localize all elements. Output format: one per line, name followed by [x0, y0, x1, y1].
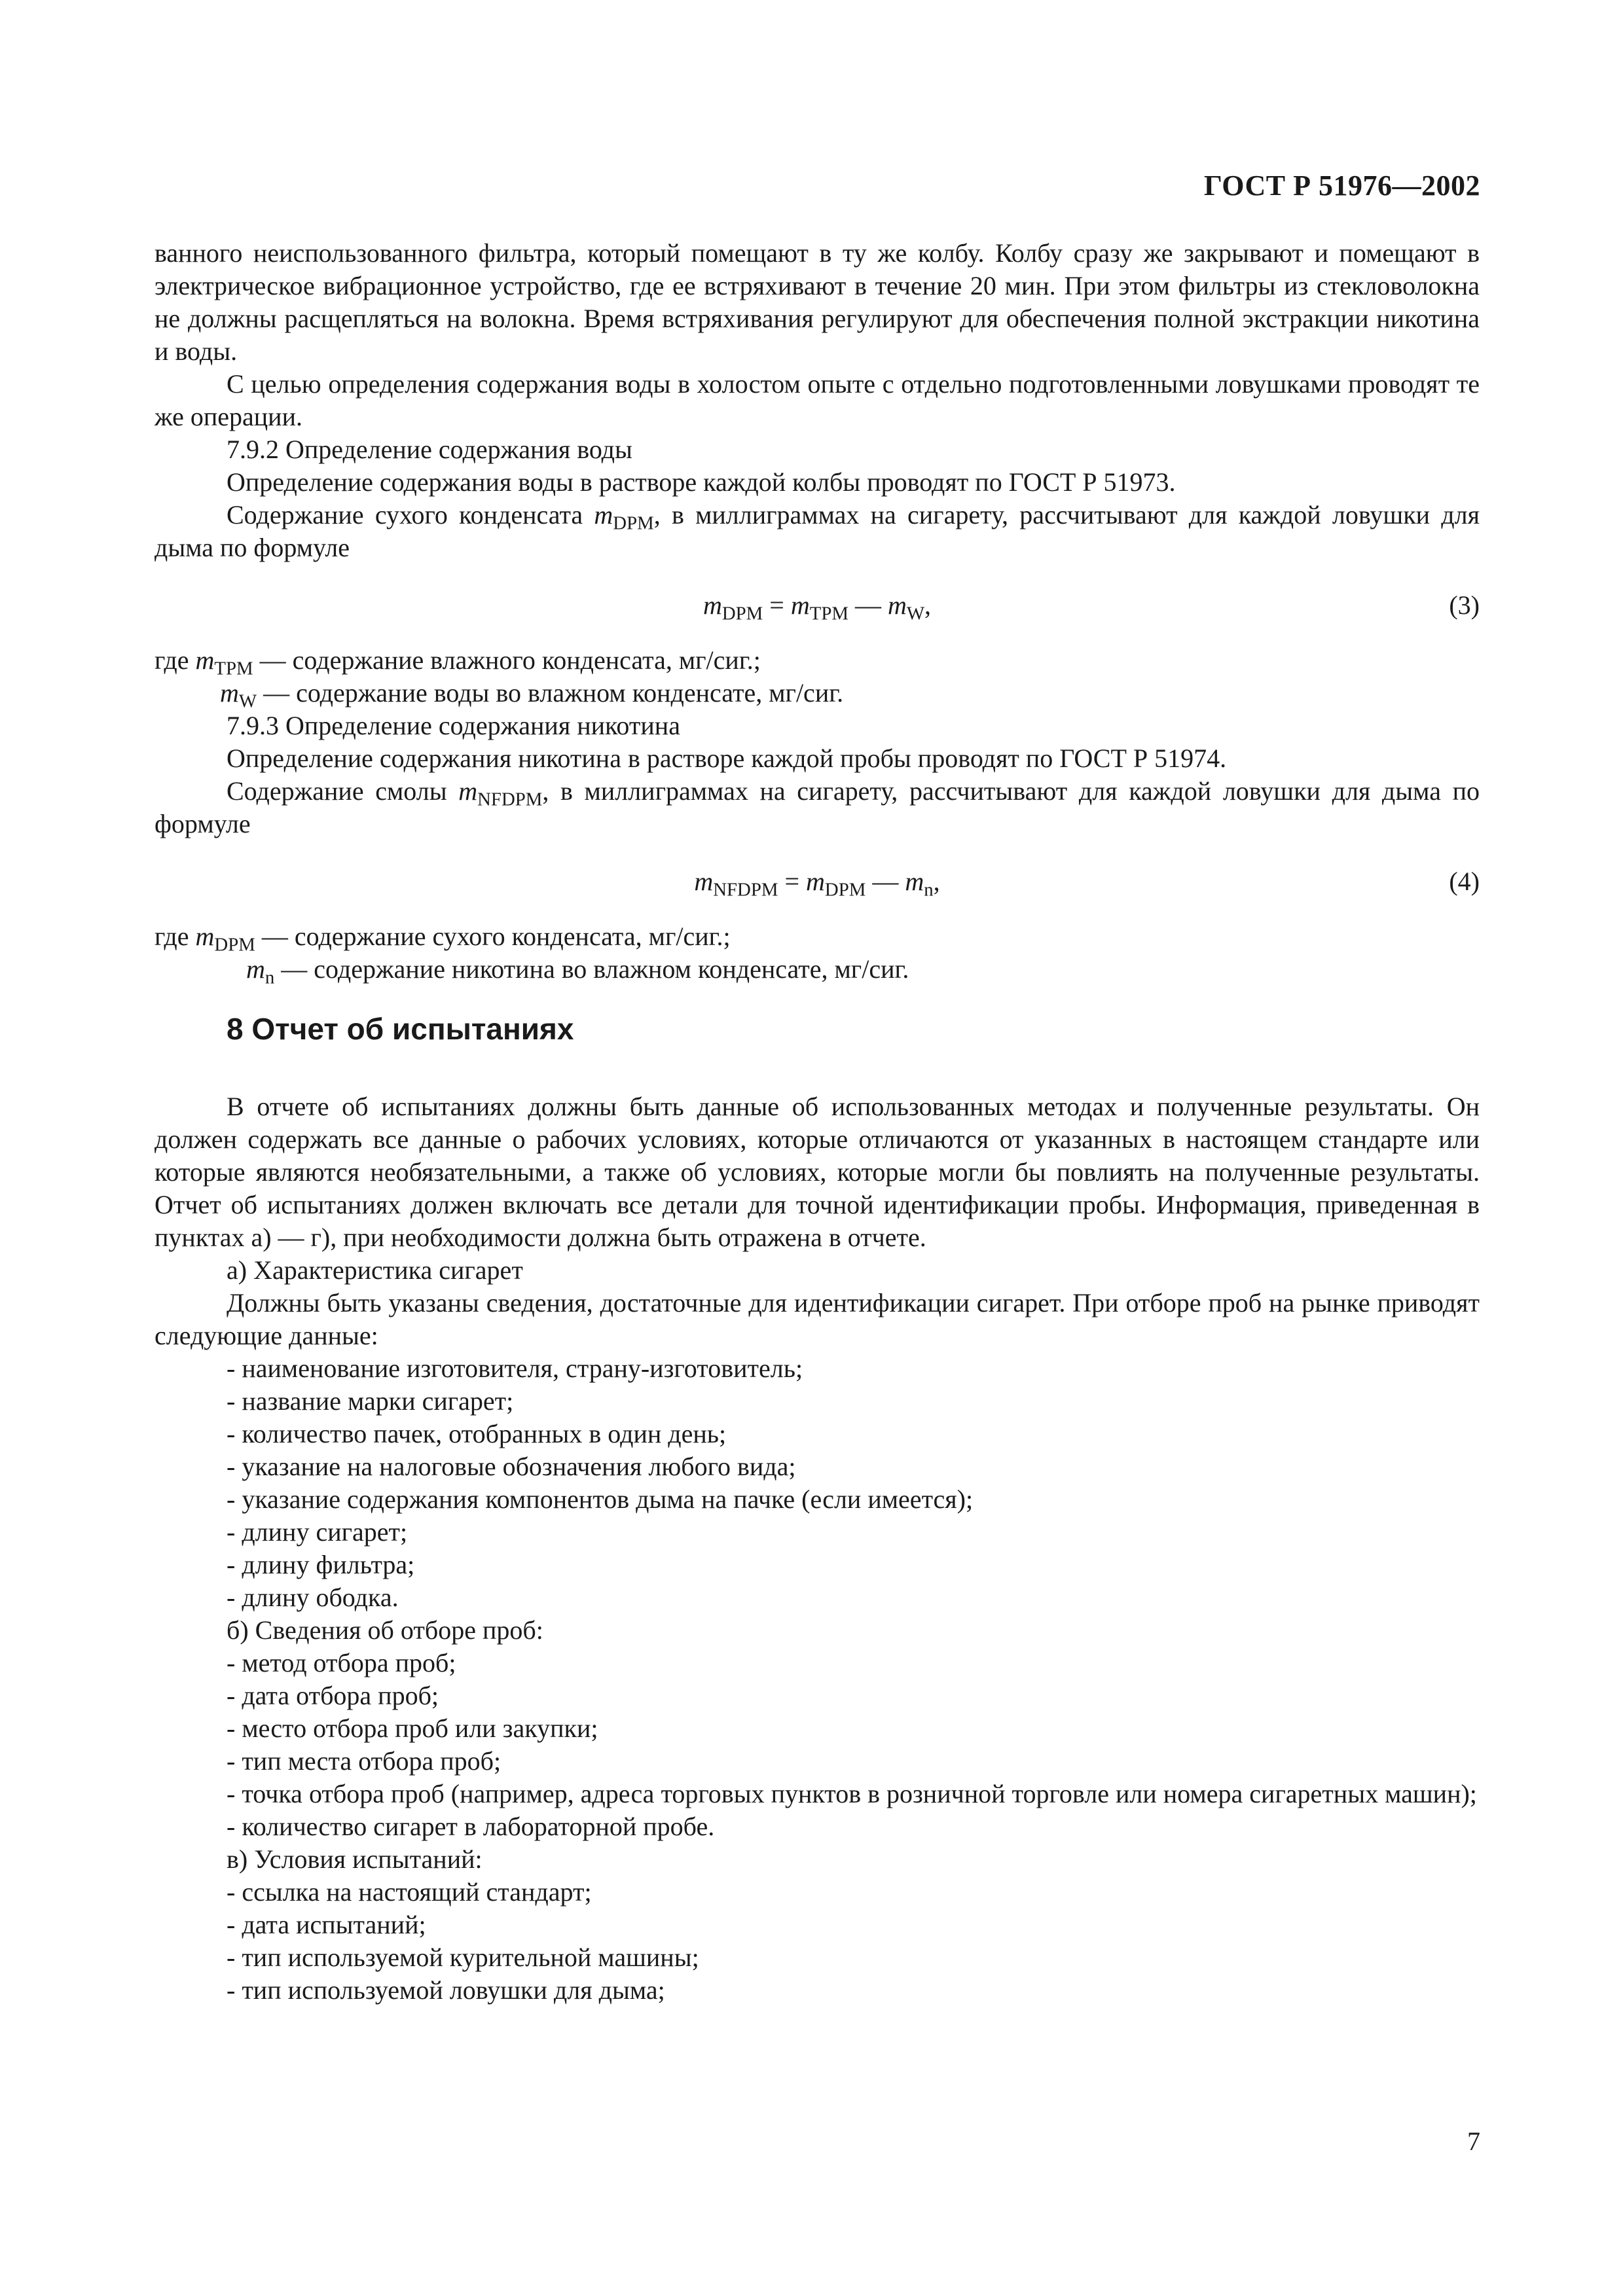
list-item: - дата отбора проб; [227, 1681, 439, 1710]
formula-legend-line: $m_W$ — содержание воды во влажном конденсате, мг/сиг. [220, 678, 844, 712]
list-item: - тип используемой курительной машины; [227, 1943, 699, 1972]
list-item: - место отбора проб или закупки; [227, 1713, 598, 1743]
formula-4 [155, 865, 1480, 901]
paragraph: В отчете об испытаниях должны быть данные об использованных методах и полученные результаты. Он должен содержать все данные о рабочих условиях, которые отличаются от указанных в настоящем стандарте или которые являются необязательными, а также об условиях, которые могли бы повлиять на полученные результаты. Отчет об испытаниях должен включать все детали для точной идентификации пробы. Информация, приведенная в пунктах а) — г), при необходимости должна быть отражена в отчете. [155, 1092, 1480, 1252]
page-content [155, 237, 1480, 2007]
list-item: - указание содержания компонентов дыма на пачке (если имеется); [227, 1484, 974, 1514]
list-heading: б) Сведения об отборе проб: [227, 1615, 543, 1645]
formula-legend-line: $m_n$ — содержание никотина во влажном конденсате, мг/сиг. [246, 954, 909, 988]
list-item: - точка отбора проб (например, адреса торговых пунктов в розничной торговле или номера сигаретных машин); [227, 1779, 1477, 1808]
list-item: - название марки сигарет; [227, 1386, 514, 1416]
list-item: - наименование изготовителя, страну-изготовитель; [227, 1354, 803, 1383]
paragraph: ванного неиспользованного фильтра, который помещают в ту же колбу. Колбу сразу же закрывают и помещают в электрическое вибрационное устройство, где ее встряхивают в течение 20 мин. При этом фильтры из стекловолокна не должны расщепляться на волокна. Время встряхивания регулируют для обеспечения полной экстракции никотина и воды. [155, 238, 1480, 366]
paragraph: Содержание смолы $m_{NFDPM}$, в миллиграммах на сигарету, рассчитывают для каждой ловушки для дыма по формуле [155, 776, 1480, 838]
list-item: - ссылка на настоящий стандарт; [227, 1877, 592, 1907]
page-number: 7 [1467, 2126, 1480, 2156]
list-heading: а) Характеристика сигарет [227, 1255, 523, 1285]
paragraph: С целью определения содержания воды в холостом опыте с отдельно подготовленными ловушками проводят те же операции. [155, 369, 1480, 431]
list-item: - указание на налоговые обозначения любого вида; [227, 1452, 796, 1481]
formula-expression: $m_{DPM} = m_{TPM}$ — $m_W$, [702, 590, 932, 624]
list-item: - тип места отбора проб; [227, 1746, 501, 1776]
list-a [155, 1352, 1480, 1614]
list-item: - количество сигарет в лабораторной пробе. [227, 1812, 715, 1841]
paragraph: Определение содержания никотина в растворе каждой пробы проводят по ГОСТ Р 51974. [227, 744, 1227, 773]
list-item: - метод отбора проб; [227, 1648, 456, 1677]
document-header: ГОСТ Р 51976—2002 [1203, 170, 1480, 202]
section-heading: 8 Отчет об испытаниях [227, 1012, 574, 1046]
list-heading: в) Условия испытаний: [227, 1844, 483, 1874]
list-item: - дата испытаний; [227, 1910, 426, 1939]
paragraph: Определение содержания воды в растворе каждой колбы проводят по ГОСТ Р 51973. [227, 467, 1176, 497]
list-item: - длину фильтра; [227, 1550, 415, 1579]
paragraph: Должны быть указаны сведения, достаточные для идентификации сигарет. При отборе проб на рынке приводят следующие данные: [155, 1288, 1480, 1350]
paragraph: Содержание сухого конденсата $m_{DPM}$, в миллиграммах на сигарету, рассчитывают для каждой ловушки для дыма по формуле [155, 500, 1480, 562]
list-c [155, 1876, 1480, 2007]
subsection-heading: 7.9.2 Определение содержания воды [227, 435, 632, 464]
formula-number: (4) [1449, 867, 1480, 896]
formula-legend-line: где $m_{DPM}$ — содержание сухого конденсата, мг/сиг.; [155, 922, 731, 956]
list-item: - тип используемой ловушки для дыма; [227, 1975, 665, 2005]
formula-expression: $m_{NFDPM} = m_{DPM}$ — $m_n$, [694, 867, 940, 901]
list-b [155, 1647, 1480, 1843]
list-item: - длину сигарет; [227, 1517, 408, 1547]
list-item: - длину ободка. [227, 1583, 399, 1612]
list-item: - количество пачек, отобранных в один день; [227, 1419, 727, 1448]
formula-legend-line: где $m_{TPM}$ — содержание влажного конденсата, мг/сиг.; [155, 645, 761, 679]
subsection-heading: 7.9.3 Определение содержания никотина [227, 711, 680, 740]
formula-3 [155, 589, 1480, 622]
formula-number: (3) [1449, 590, 1480, 620]
